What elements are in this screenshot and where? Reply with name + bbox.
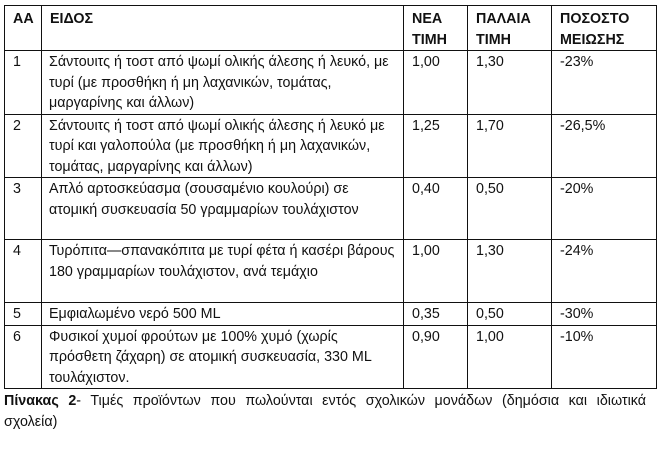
cell-new-price: 0,35 [404,303,468,326]
price-table [4,5,657,389]
cell-new-price: 1,25 [404,114,468,178]
cell-description: Εμφιαλωμένο νερό 500 ML [42,303,404,326]
cell-description: Τυρόπιτα—σπανακόπιτα με τυρί φέτα ή κασέρι βάρους 180 γραμμαρίων τουλάχιστον, ανά τεμάχιο [42,240,404,303]
caption-text: - Τιμές προϊόντων που πωλούνται εντός σχολικών μονάδων (δημόσια και ιδιωτικά σχολεία) [4,393,646,430]
header-description: ΕΙΔΟΣ [42,6,404,51]
cell-old-price: 1,30 [468,51,552,115]
table-row [5,178,657,240]
cell-reduction: -26,5% [552,114,657,178]
header-new-price: ΝΕΑ ΤΙΜΗ [404,6,468,51]
cell-new-price: 0,90 [404,325,468,389]
cell-aa: 6 [5,325,42,389]
cell-old-price: 0,50 [468,178,552,240]
header-aa: ΑΑ [5,6,42,51]
document-page [4,5,656,447]
cell-aa: 4 [5,240,42,303]
cell-aa: 3 [5,178,42,240]
caption-label: Πίνακας 2 [4,393,77,409]
cell-new-price: 0,40 [404,178,468,240]
cell-new-price: 1,00 [404,51,468,115]
table-row [5,51,657,115]
table-row [5,325,657,389]
cell-reduction: -23% [552,51,657,115]
cell-description: Σάντουιτς ή τοστ από ψωμί ολικής άλεσης ή λευκό, με τυρί (με προσθήκη ή μη λαχανικών, τομάτας, μαργαρίνης και άλλων) [42,51,404,115]
cell-old-price: 1,00 [468,325,552,389]
header-reduction: ΠΟΣΟΣΤΟ ΜΕΙΩΣΗΣ [552,6,657,51]
cell-old-price: 1,70 [468,114,552,178]
cell-old-price: 0,50 [468,303,552,326]
table-caption [4,391,656,433]
table-header-row [5,6,657,51]
cell-aa: 5 [5,303,42,326]
table-row [5,303,657,326]
cell-reduction: -24% [552,240,657,303]
cell-new-price: 1,00 [404,240,468,303]
cell-reduction: -20% [552,178,657,240]
cell-reduction: -10% [552,325,657,389]
header-old-price: ΠΑΛΑΙΑ ΤΙΜΗ [468,6,552,51]
cell-aa: 2 [5,114,42,178]
cell-reduction: -30% [552,303,657,326]
cell-description: Φυσικοί χυμοί φρούτων με 100% χυμό (χωρίς πρόσθετη ζάχαρη) σε ατομική συσκευασία, 330 ML τουλάχιστον. [42,325,404,389]
cell-description: Απλό αρτοσκεύασμα (σουσαμένιο κουλούρι) σε ατομική συσκευασία 50 γραμμαρίων τουλάχιστον [42,178,404,240]
table-row [5,240,657,303]
cell-old-price: 1,30 [468,240,552,303]
table-row [5,114,657,178]
cell-aa: 1 [5,51,42,115]
cell-description: Σάντουιτς ή τοστ από ψωμί ολικής άλεσης ή λευκό με τυρί και γαλοπούλα (με προσθήκη ή μη λαχανικών, τομάτας, μαργαρίνης και άλλων) [42,114,404,178]
